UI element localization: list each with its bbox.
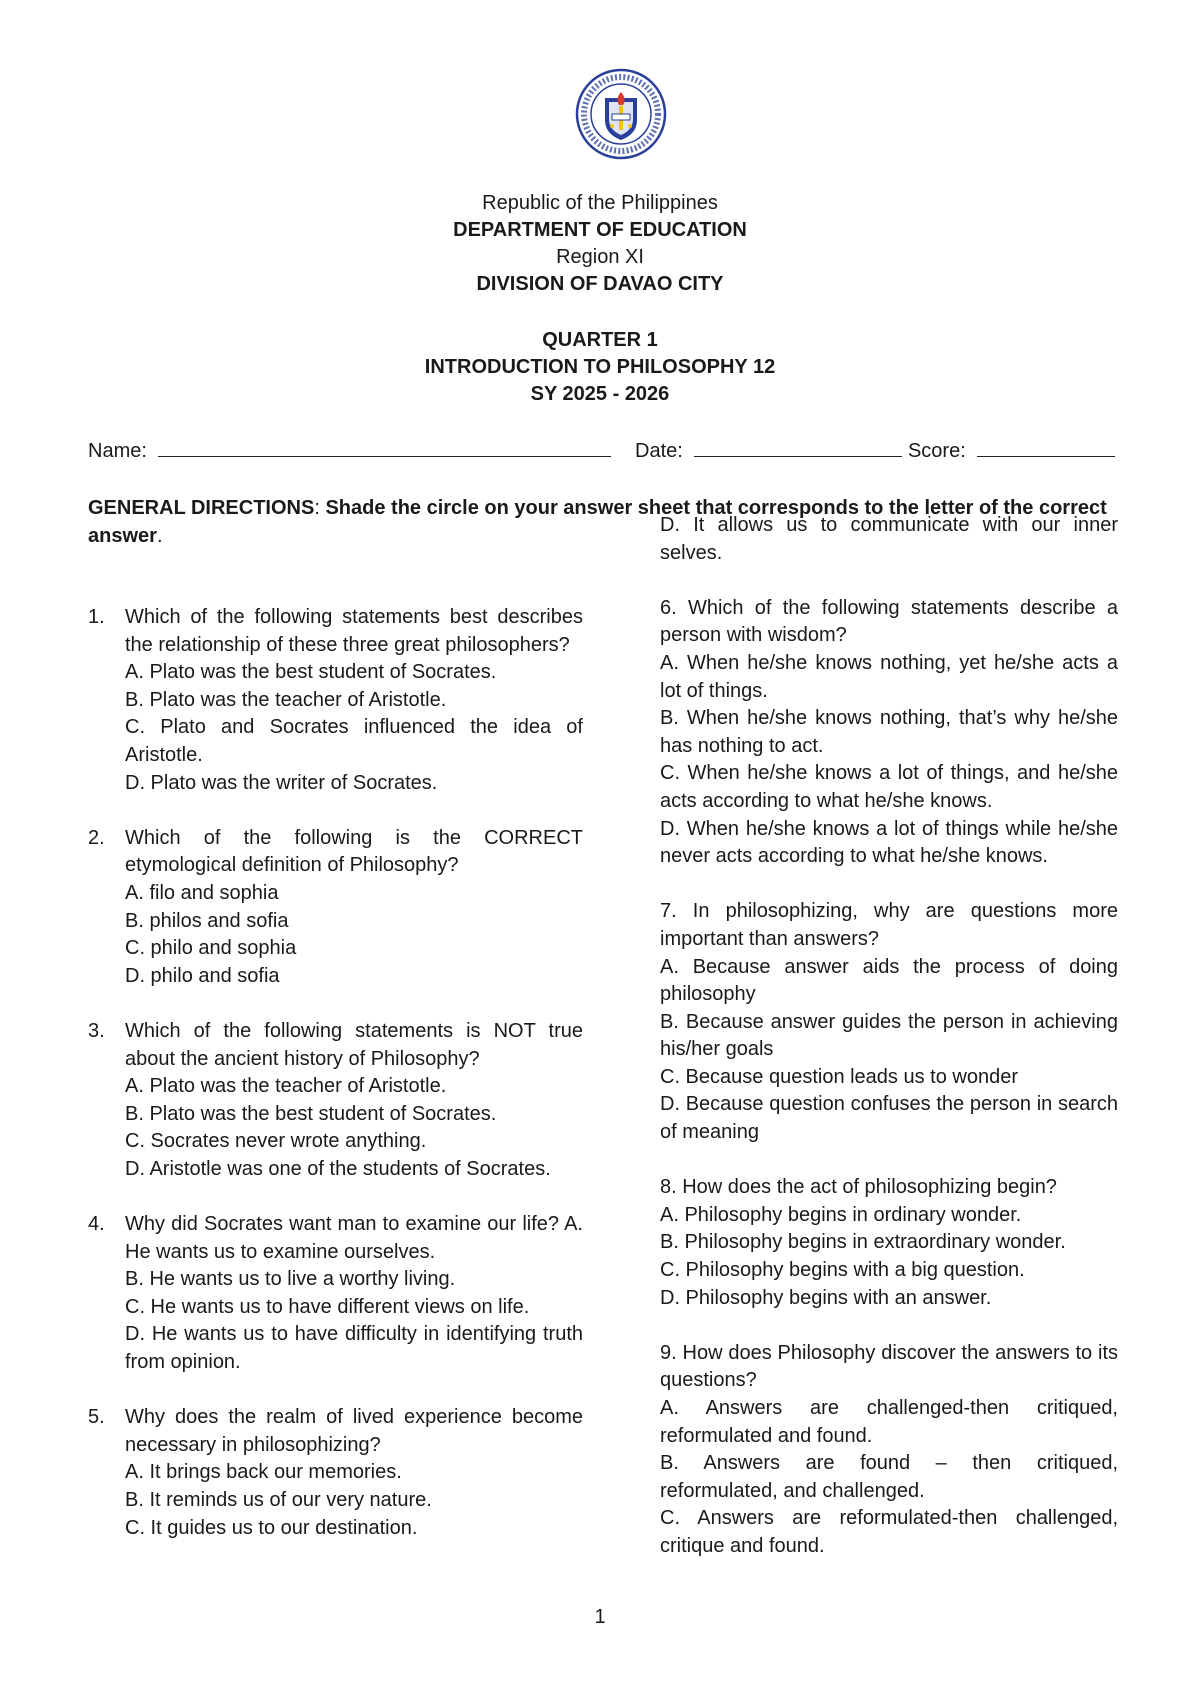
answer-option: C. Because question leads us to wonder: [660, 1065, 1018, 1088]
right-column: [660, 512, 1118, 1588]
answer-option: C. It guides us to our destination.: [125, 1516, 418, 1539]
question-text: Which of the following statements is NOT true about the ancient history of Philosophy?: [125, 1019, 583, 1070]
directions-text: Shade the circle on your answer sheet that corresponds to the letter of the correct answer: [88, 497, 1107, 547]
answer-option: C. He wants us to have different views on life.: [125, 1295, 530, 1318]
answer-option: A. When he/she knows nothing, yet he/she acts a lot of things.: [660, 651, 1118, 702]
option-text: D. It allows us to communicate with our inner selves.: [660, 514, 1118, 564]
answer-option: D. Because question confuses the person in search of meaning: [660, 1093, 1118, 1144]
question-stem: [88, 1404, 583, 1459]
question-item: [88, 825, 583, 991]
exam-title-block: [0, 327, 1200, 408]
date-blank[interactable]: [694, 438, 902, 457]
answer-option: A. It brings back our memories.: [125, 1461, 402, 1484]
question-stem: [88, 1211, 583, 1266]
answer-option: C. Philosophy begins with a big question.: [660, 1259, 1025, 1282]
subject-line: INTRODUCTION TO PHILOSOPHY 12: [424, 356, 776, 378]
score-blank[interactable]: [977, 438, 1115, 457]
question-text: 6. Which of the following statements describe a person with wisdom?: [660, 596, 1118, 647]
answer-option: C. Socrates never wrote anything.: [125, 1130, 427, 1153]
answer-option: C. Answers are reformulated-then challenged, critique and found.: [660, 1507, 1118, 1557]
score-label: Score:: [907, 440, 966, 462]
answer-option: C. philo and sophia: [125, 937, 297, 960]
answer-option: B. Plato was the teacher of Aristotle.: [125, 688, 447, 711]
answer-option: B. Answers are found – then critiqued, reformulated, and challenged.: [660, 1452, 1118, 1502]
answer-option: A. Plato was the best student of Socrates.: [125, 661, 497, 684]
general-directions: GENERAL DIRECTIONS: Shade the circle on your answer sheet that corresponds to the letter of the correct answer.: [88, 497, 1107, 547]
answer-option: A. filo and sophia: [125, 881, 279, 904]
question-item: [660, 1340, 1118, 1561]
answer-option: B. Plato was the best student of Socrates.: [125, 1102, 497, 1125]
answer-option: D. philo and sofia: [125, 964, 280, 987]
answer-option: B. When he/she knows nothing, that’s why he/she has nothing to act.: [660, 707, 1118, 757]
question-number: 5.: [88, 1406, 105, 1429]
answer-option: B. philos and sofia: [125, 909, 289, 932]
answer-option: C. Plato and Socrates influenced the idea of Aristotle.: [125, 716, 583, 766]
country-line: Republic of the Philippines: [482, 192, 718, 214]
answer-option: B. Philosophy begins in extraordinary wonder.: [660, 1231, 1066, 1254]
question-text: Which of the following statements best describes the relationship of these three great philosophers?: [125, 606, 583, 656]
directions-label: GENERAL DIRECTIONS: [88, 497, 315, 519]
question-item: [660, 898, 1118, 1146]
answer-option: A. Philosophy begins in ordinary wonder.: [660, 1203, 1022, 1226]
school-year-line: SY 2025 - 2026: [530, 383, 670, 405]
question-text: Why did Socrates want man to examine our life? A. He wants us to examine ourselves.: [125, 1213, 583, 1263]
question-text: Which of the following is the CORRECT etymological definition of Philosophy?: [125, 826, 583, 877]
answer-option: C. When he/she knows a lot of things, and he/she acts according to what he/she knows.: [660, 762, 1118, 812]
answer-option: D. Philosophy begins with an answer.: [660, 1286, 992, 1309]
question-stem: [88, 825, 583, 880]
question-item: [660, 595, 1118, 871]
question-number: 4.: [88, 1213, 105, 1236]
quarter-line: QUARTER 1: [542, 329, 658, 351]
question-item: [88, 1211, 583, 1377]
question-text: 9. How does Philosophy discover the answers to its questions?: [660, 1341, 1118, 1392]
question-number: 3.: [88, 1019, 105, 1042]
question-item: [88, 1404, 583, 1542]
answer-option: B. It reminds us of our very nature.: [125, 1489, 432, 1511]
answer-option: B. Because answer guides the person in achieving his/her goals: [660, 1010, 1118, 1061]
student-info-line: [88, 438, 1115, 463]
question-item: [88, 1018, 583, 1184]
answer-option: B. He wants us to live a worthy living.: [125, 1268, 456, 1291]
date-label: Date:: [635, 440, 683, 462]
left-column: [88, 604, 583, 1570]
region-line: Region XI: [556, 246, 644, 268]
department-line: DEPARTMENT OF EDUCATION: [453, 219, 747, 241]
answer-option: A. Because answer aids the process of doing philosophy: [660, 955, 1118, 1006]
question-number: 1.: [88, 606, 105, 628]
question-number: 2.: [88, 826, 105, 849]
answer-option: D. When he/she knows a lot of things while he/she never acts according to what he/she knows.: [660, 817, 1118, 868]
header-block: [0, 190, 1200, 298]
deped-seal-logo: [575, 68, 667, 160]
name-blank[interactable]: [158, 438, 611, 457]
division-line: DIVISION OF DAVAO CITY: [476, 273, 724, 295]
question-stem: [88, 604, 583, 659]
answer-option: A. Plato was the teacher of Aristotle.: [125, 1075, 447, 1098]
answer-option: D. Aristotle was one of the students of Socrates.: [125, 1157, 551, 1180]
question-text: 7. In philosophizing, why are questions more important than answers?: [660, 900, 1118, 950]
question-item: [660, 1174, 1118, 1312]
question-text: Why does the realm of lived experience become necessary in philosophizing?: [125, 1406, 583, 1456]
answer-option: D. Plato was the writer of Socrates.: [125, 771, 438, 794]
q4-continued-option: [660, 512, 1118, 567]
answer-option: A. Answers are challenged-then critiqued, reformulated and found.: [660, 1397, 1118, 1447]
question-stem: [88, 1018, 583, 1073]
page-number: 1: [594, 1606, 606, 1628]
name-label: Name:: [88, 440, 147, 462]
question-item: [88, 604, 583, 797]
question-text: 8. How does the act of philosophizing begin?: [660, 1176, 1057, 1199]
answer-option: D. He wants us to have difficulty in identifying truth from opinion.: [125, 1323, 583, 1374]
